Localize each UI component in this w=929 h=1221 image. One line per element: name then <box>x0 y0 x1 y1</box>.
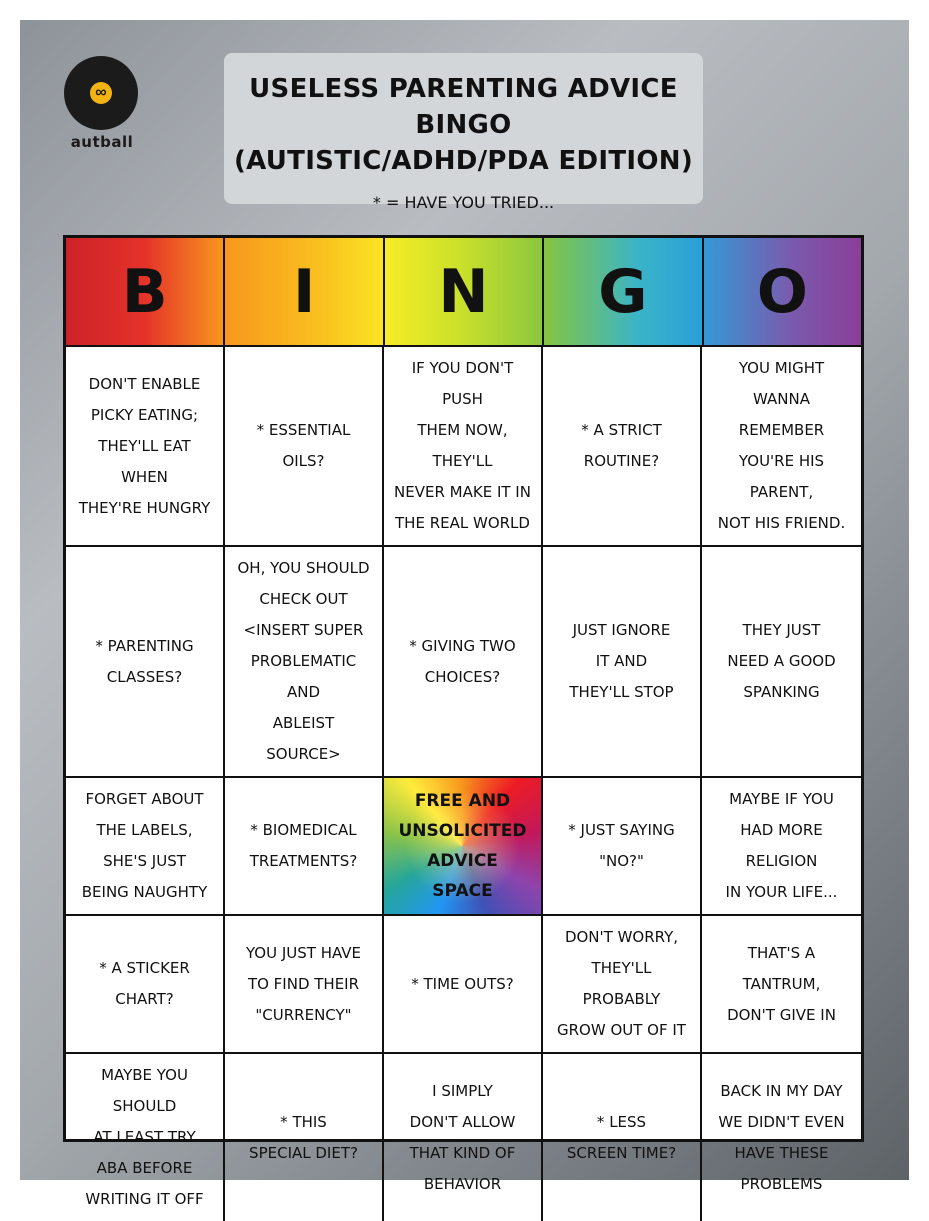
autball-logo <box>64 56 138 130</box>
bingo-cell[interactable]: YOU MIGHT WANNA REMEMBER YOU'RE HIS PARENT, NOT HIS FRIEND. <box>702 347 861 547</box>
bingo-cell[interactable]: BACK IN MY DAY WE DIDN'T EVEN HAVE THESE PROBLEMS <box>718 1081 845 1193</box>
bingo-grid <box>66 347 861 1208</box>
bingo-cell[interactable]: I SIMPLY DON'T ALLOW THAT KIND OF BEHAVIOR <box>384 1054 543 1221</box>
bingo-cell[interactable]: DON'T WORRY, THEY'LL PROBABLY GROW OUT OF IT <box>543 916 702 1054</box>
subtitle: * = HAVE YOU TRIED... <box>372 193 555 212</box>
title-line-1: USELESS PARENTING ADVICE BINGO <box>249 74 678 140</box>
header-letter-b: B <box>66 238 225 345</box>
bingo-cell[interactable]: THAT'S A TANTRUM, DON'T GIVE IN <box>702 916 861 1054</box>
bingo-cell[interactable]: * ESSENTIAL OILS? <box>225 347 384 547</box>
bingo-cell[interactable]: YOU JUST HAVE TO FIND THEIR "CURRENCY" <box>225 916 384 1054</box>
bingo-cell[interactable]: * JUST SAYING "NO?" <box>543 778 702 916</box>
header-letter-i: I <box>225 238 384 345</box>
bingo-cell[interactable]: * A STICKER CHART? <box>66 916 225 1054</box>
header-letter-o: O <box>704 238 861 345</box>
bingo-cell[interactable]: FORGET ABOUT THE LABELS, SHE'S JUST BEING NAUGHTY <box>66 778 225 916</box>
header-letter-g: G <box>544 238 703 345</box>
title-box <box>224 53 703 212</box>
title-line-2: (AUTISTIC/ADHD/PDA EDITION) <box>233 146 694 176</box>
poster <box>20 20 909 1208</box>
bingo-cell[interactable]: DON'T ENABLE PICKY EATING; THEY'LL EAT WHEN THEY'RE HUNGRY <box>66 347 225 547</box>
bingo-cell[interactable]: JUST IGNORE IT AND THEY'LL STOP <box>543 547 702 778</box>
bingo-cell[interactable]: * TIME OUTS? <box>384 916 543 1054</box>
bingo-cell[interactable]: MAYBE YOU SHOULD AT LEAST TRY ABA BEFORE WRITING IT OFF <box>66 1054 225 1221</box>
bingo-board <box>63 235 864 1208</box>
bingo-cell[interactable]: THEY JUST NEED A GOOD SPANKING <box>702 547 861 778</box>
free-space-cell[interactable]: FREE AND UNSOLICITED ADVICE SPACE <box>384 778 543 916</box>
bingo-cell[interactable]: * PARENTING CLASSES? <box>66 547 225 778</box>
bingo-cell[interactable]: MAYBE IF YOU HAD MORE RELIGION IN YOUR LIFE... <box>702 778 861 916</box>
brand-name: autball <box>70 133 134 151</box>
header-letter-n: N <box>385 238 544 345</box>
bingo-cell[interactable]: * A STRICT ROUTINE? <box>543 347 702 547</box>
bingo-cell[interactable]: * LESS SCREEN TIME? <box>543 1054 702 1221</box>
bingo-cell[interactable]: * THIS SPECIAL DIET? <box>225 1054 384 1221</box>
bingo-cell[interactable]: IF YOU DON'T PUSH THEM NOW, THEY'LL NEVER MAKE IT IN THE REAL WORLD <box>384 347 543 547</box>
bingo-header <box>66 238 861 347</box>
bingo-cell[interactable]: * BIOMEDICAL TREATMENTS? <box>225 778 384 916</box>
bingo-cell[interactable]: * GIVING TWO CHOICES? <box>384 547 543 778</box>
infinity-icon: ∞ <box>90 82 112 104</box>
bingo-cell[interactable]: OH, YOU SHOULD CHECK OUT <INSERT SUPER PROBLEMATIC AND ABLEIST SOURCE> <box>225 547 384 778</box>
